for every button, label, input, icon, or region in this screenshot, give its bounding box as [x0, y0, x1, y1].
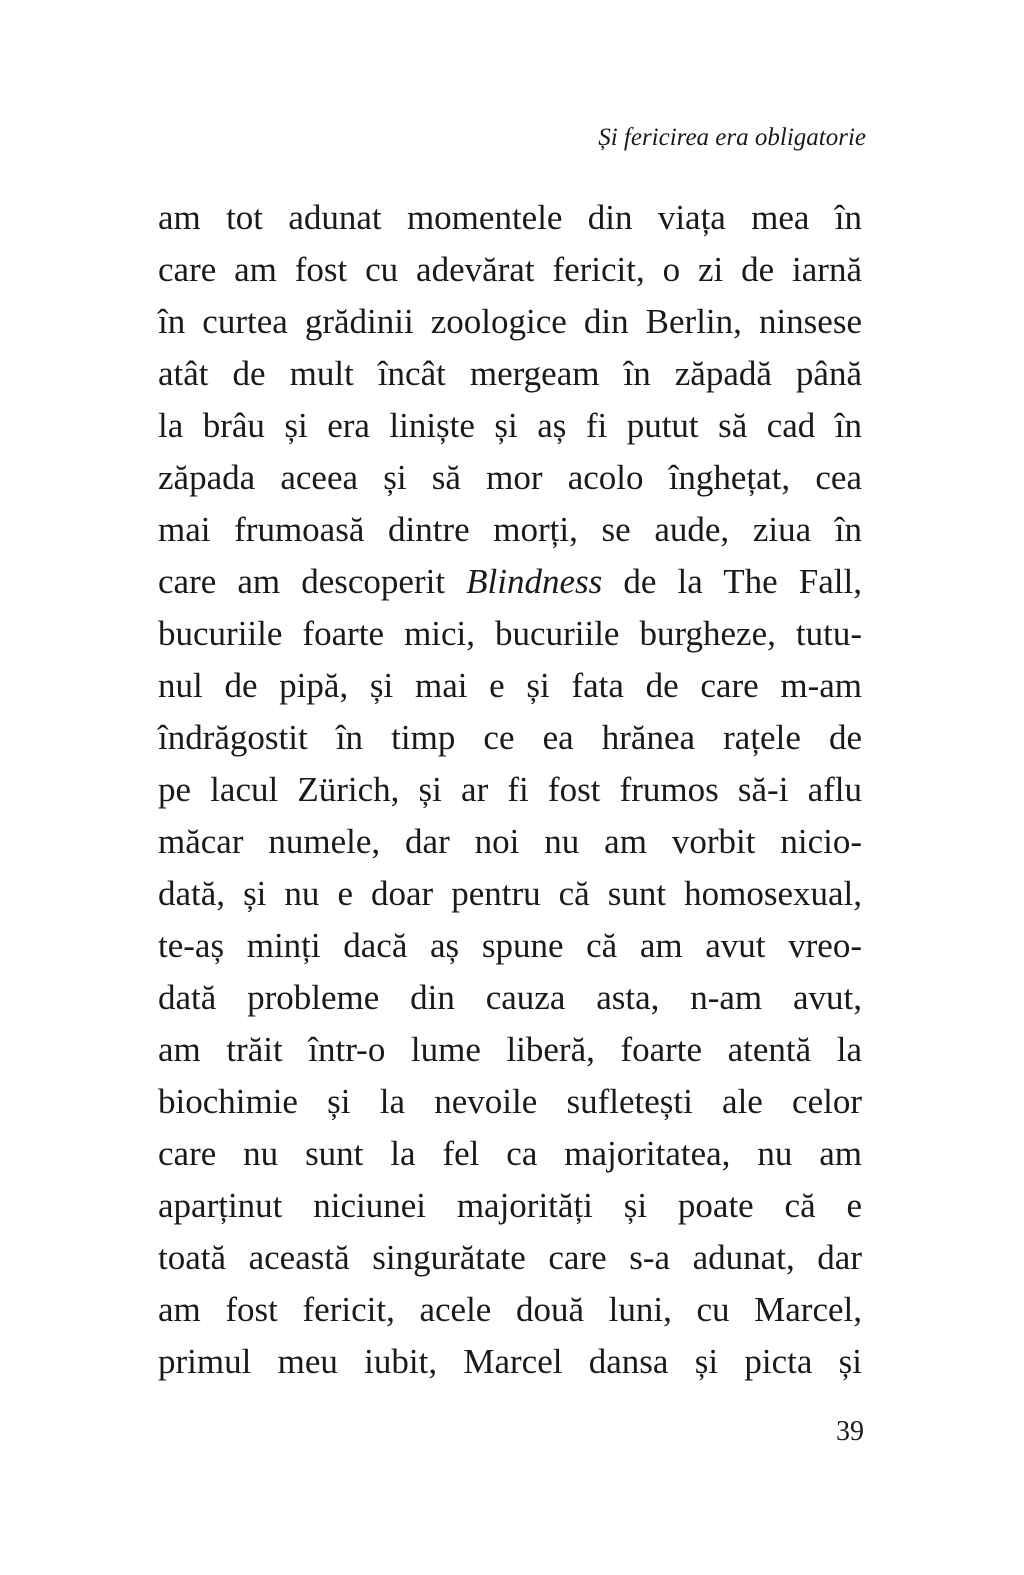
text-line — [158, 660, 862, 712]
text-segment: care am fost cu adevărat fericit, o zi de iarnă — [158, 250, 862, 289]
text-line — [158, 348, 862, 400]
text-segment: primul meu iubit, Marcel dansa și picta și — [158, 1342, 862, 1381]
text-segment: am tot adunat momentele din viața mea în — [158, 198, 862, 237]
text-segment: îndrăgostit în timp ce ea hrănea rațele de — [158, 718, 862, 757]
text-line — [158, 816, 862, 868]
running-head: Și fericirea era obligatorie — [598, 124, 866, 151]
text-line — [158, 400, 862, 452]
text-segment: măcar numele, dar noi nu am vorbit nicio- — [158, 822, 862, 861]
text-segment: dată probleme din cauza asta, n-am avut, — [158, 978, 862, 1017]
text-line — [158, 192, 862, 244]
text-segment: care am descoperit — [158, 562, 467, 601]
text-segment: care nu sunt la fel ca majoritatea, nu am — [158, 1134, 862, 1173]
text-line — [158, 764, 862, 816]
text-segment: la brâu și era liniște și aș fi putut să cad în — [158, 406, 862, 445]
text-line — [158, 1076, 862, 1128]
text-segment: nul de pipă, și mai e și fata de care m-am — [158, 666, 862, 705]
text-line — [158, 556, 862, 608]
text-segment: de la The Fall, — [602, 562, 862, 601]
text-segment: am fost fericit, acele două luni, cu Marcel, — [158, 1290, 862, 1329]
body-text — [158, 192, 862, 1388]
page-number: 39 — [836, 1416, 864, 1447]
text-segment: mai frumoasă dintre morți, se aude, ziua în — [158, 510, 862, 549]
text-segment: am trăit într-o lume liberă, foarte atentă la — [158, 1030, 862, 1069]
text-line — [158, 296, 862, 348]
italic-title: Blindness — [466, 562, 603, 601]
text-line — [158, 1180, 862, 1232]
text-segment: în curtea grădinii zoologice din Berlin, ninsese — [158, 302, 862, 341]
text-segment: zăpada aceea și să mor acolo înghețat, cea — [158, 458, 862, 497]
text-line — [158, 972, 862, 1024]
text-line — [158, 1284, 862, 1336]
text-line — [158, 712, 862, 764]
text-line — [158, 920, 862, 972]
text-line — [158, 452, 862, 504]
text-line — [158, 1336, 862, 1388]
text-line — [158, 244, 862, 296]
text-segment: te-aș minți dacă aș spune că am avut vreo- — [158, 926, 862, 965]
text-segment: pe lacul Zürich, și ar fi fost frumos să-i aflu — [158, 770, 862, 809]
text-segment: toată această singurătate care s-a adunat, dar — [158, 1238, 862, 1277]
text-line — [158, 608, 862, 660]
text-segment: atât de mult încât mergeam în zăpadă până — [158, 354, 862, 393]
text-line — [158, 1128, 862, 1180]
text-line — [158, 1024, 862, 1076]
text-line — [158, 1232, 862, 1284]
text-segment: biochimie și la nevoile sufletești ale celor — [158, 1082, 862, 1121]
text-line — [158, 868, 862, 920]
text-segment: aparținut niciunei majorități și poate că e — [158, 1186, 862, 1225]
text-line — [158, 504, 862, 556]
text-segment: bucuriile foarte mici, bucuriile burgheze, tutu- — [158, 614, 862, 653]
text-segment: dată, și nu e doar pentru că sunt homosexual, — [158, 874, 862, 913]
